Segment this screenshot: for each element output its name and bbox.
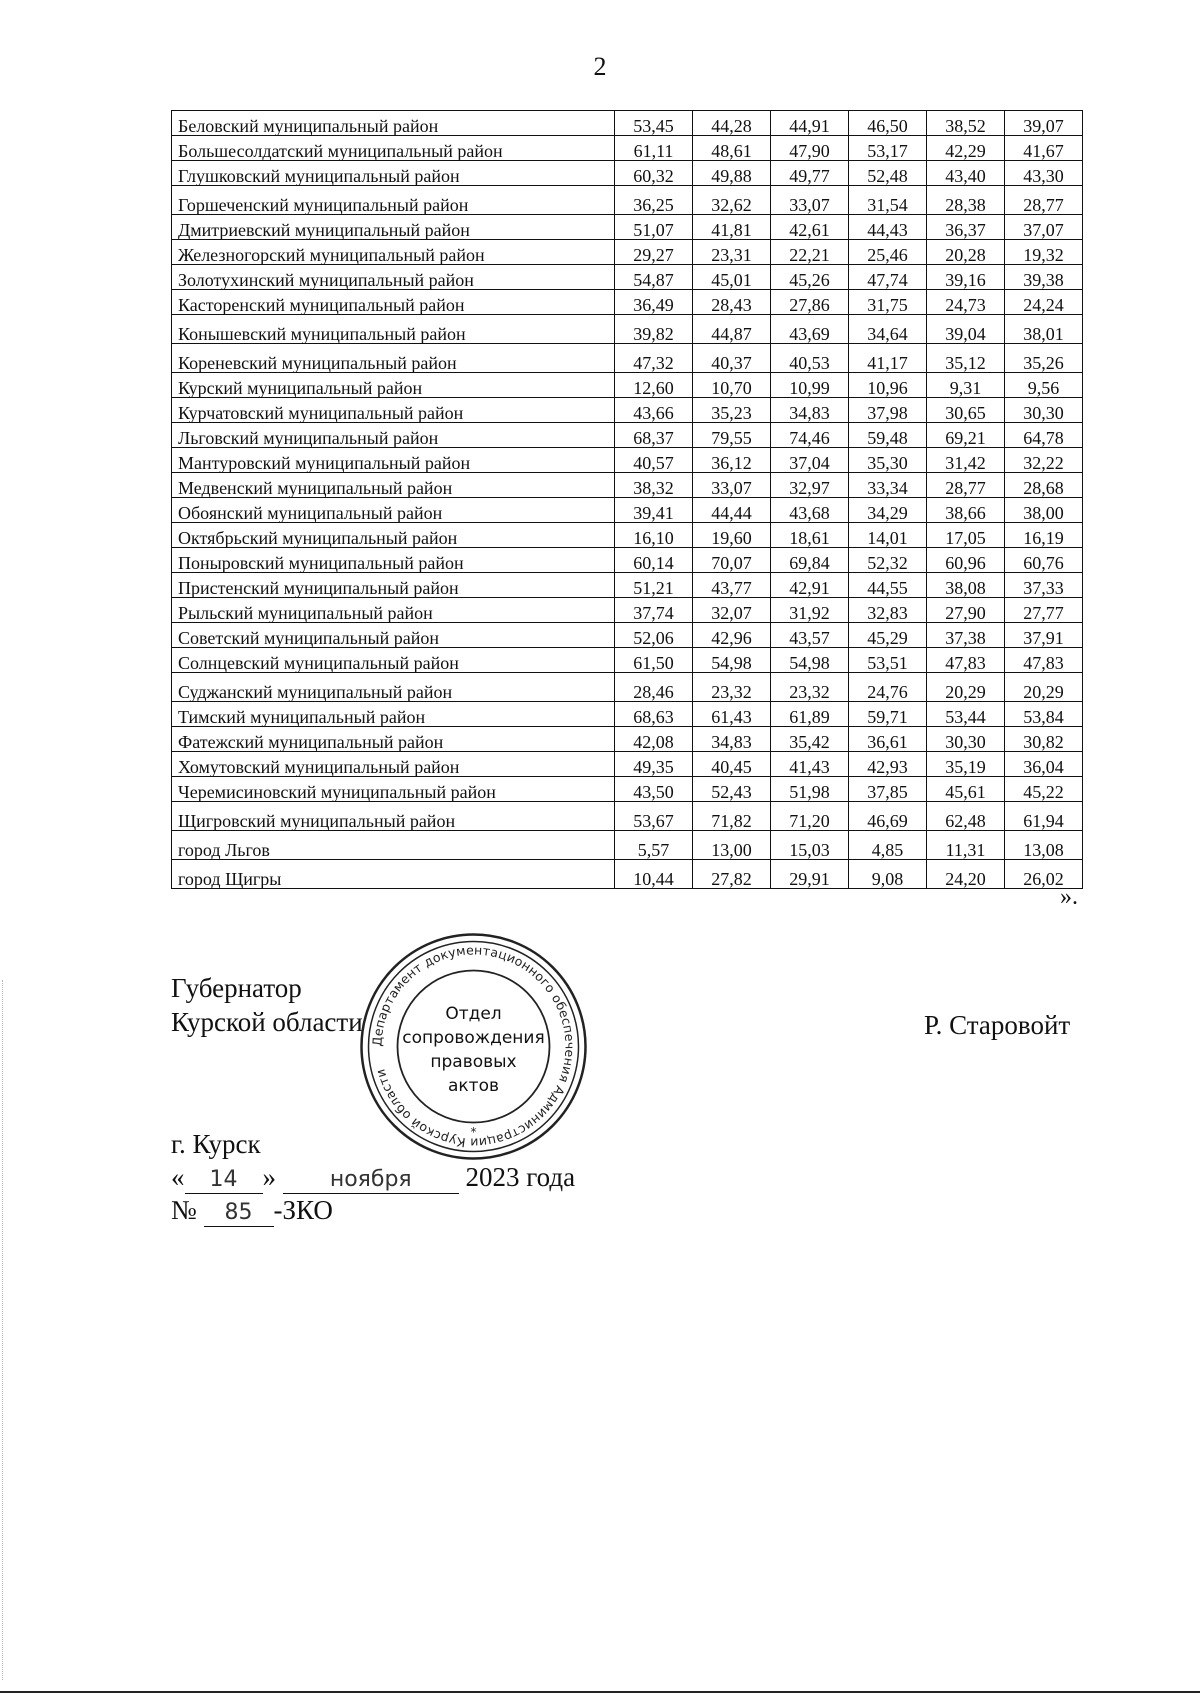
value-cell: 43,77 <box>693 573 771 598</box>
value-cell: 39,16 <box>927 265 1005 290</box>
value-cell: 36,12 <box>693 448 771 473</box>
value-cell: 47,74 <box>849 265 927 290</box>
scan-edge-mark <box>2 980 4 1680</box>
district-name: Курчатовский муниципальный район <box>172 398 615 423</box>
district-name: Медвенский муниципальный район <box>172 473 615 498</box>
value-cell: 44,91 <box>771 111 849 136</box>
value-cell: 42,96 <box>693 623 771 648</box>
table-row <box>172 240 1083 265</box>
value-cell: 37,33 <box>1005 573 1083 598</box>
value-cell: 12,60 <box>615 373 693 398</box>
value-cell: 38,52 <box>927 111 1005 136</box>
value-cell: 34,83 <box>771 398 849 423</box>
value-cell: 13,08 <box>1005 831 1083 860</box>
value-cell: 35,42 <box>771 727 849 752</box>
district-name: Горшеченский муниципальный район <box>172 186 615 215</box>
value-cell: 79,55 <box>693 423 771 448</box>
value-cell: 36,49 <box>615 290 693 315</box>
value-cell: 18,61 <box>771 523 849 548</box>
value-cell: 45,29 <box>849 623 927 648</box>
table-row <box>172 673 1083 702</box>
value-cell: 35,19 <box>927 752 1005 777</box>
value-cell: 60,14 <box>615 548 693 573</box>
table-row <box>172 548 1083 573</box>
value-cell: 61,11 <box>615 136 693 161</box>
district-name: Льговский муниципальный район <box>172 423 615 448</box>
value-cell: 51,21 <box>615 573 693 598</box>
value-cell: 69,21 <box>927 423 1005 448</box>
district-name: Суджанский муниципальный район <box>172 673 615 702</box>
value-cell: 36,25 <box>615 186 693 215</box>
value-cell: 30,65 <box>927 398 1005 423</box>
value-cell: 47,83 <box>927 648 1005 673</box>
law-number: 85 <box>204 1199 274 1227</box>
value-cell: 40,57 <box>615 448 693 473</box>
district-name: Обоянский муниципальный район <box>172 498 615 523</box>
table-row <box>172 498 1083 523</box>
value-cell: 49,77 <box>771 161 849 186</box>
value-cell: 53,44 <box>927 702 1005 727</box>
value-cell: 10,99 <box>771 373 849 398</box>
stamp-line-1: Отдел <box>445 1004 502 1024</box>
value-cell: 49,35 <box>615 752 693 777</box>
value-cell: 15,03 <box>771 831 849 860</box>
scan-bottom-edge <box>0 1691 1200 1693</box>
value-cell: 5,57 <box>615 831 693 860</box>
district-name: Большесолдатский муниципальный район <box>172 136 615 161</box>
value-cell: 39,82 <box>615 315 693 344</box>
value-cell: 23,31 <box>693 240 771 265</box>
value-cell: 60,32 <box>615 161 693 186</box>
district-name: Черемисиновский муниципальный район <box>172 777 615 802</box>
district-name: Глушковский муниципальный район <box>172 161 615 186</box>
table-row <box>172 473 1083 498</box>
table-row <box>172 398 1083 423</box>
value-cell: 44,44 <box>693 498 771 523</box>
district-name: Железногорский муниципальный район <box>172 240 615 265</box>
value-cell: 23,32 <box>771 673 849 702</box>
value-cell: 38,00 <box>1005 498 1083 523</box>
value-cell: 39,07 <box>1005 111 1083 136</box>
value-cell: 74,46 <box>771 423 849 448</box>
number-suffix: -ЗКО <box>273 1195 333 1226</box>
value-cell: 4,85 <box>849 831 927 860</box>
value-cell: 39,38 <box>1005 265 1083 290</box>
table-row <box>172 215 1083 240</box>
table-row <box>172 315 1083 344</box>
value-cell: 36,37 <box>927 215 1005 240</box>
document-footer <box>171 1128 575 1228</box>
value-cell: 38,08 <box>927 573 1005 598</box>
value-cell: 35,30 <box>849 448 927 473</box>
value-cell: 27,90 <box>927 598 1005 623</box>
value-cell: 16,19 <box>1005 523 1083 548</box>
value-cell: 10,70 <box>693 373 771 398</box>
governor-title <box>171 972 363 1040</box>
value-cell: 53,45 <box>615 111 693 136</box>
district-name: Касторенский муниципальный район <box>172 290 615 315</box>
value-cell: 47,90 <box>771 136 849 161</box>
value-cell: 24,76 <box>849 673 927 702</box>
number-line <box>171 1194 575 1227</box>
value-cell: 52,06 <box>615 623 693 648</box>
value-cell: 59,71 <box>849 702 927 727</box>
value-cell: 27,82 <box>693 860 771 889</box>
value-cell: 69,84 <box>771 548 849 573</box>
value-cell: 33,07 <box>693 473 771 498</box>
value-cell: 45,61 <box>927 777 1005 802</box>
value-cell: 38,01 <box>1005 315 1083 344</box>
governor-title-line2: Курской области <box>171 1006 363 1037</box>
value-cell: 37,91 <box>1005 623 1083 648</box>
value-cell: 43,69 <box>771 315 849 344</box>
value-cell: 9,31 <box>927 373 1005 398</box>
district-name: Мантуровский муниципальный район <box>172 448 615 473</box>
value-cell: 43,57 <box>771 623 849 648</box>
value-cell: 20,29 <box>1005 673 1083 702</box>
table-row <box>172 373 1083 398</box>
quote-open: « <box>171 1162 185 1193</box>
date-line <box>171 1161 575 1194</box>
district-name: Солнцевский муниципальный район <box>172 648 615 673</box>
date-day: 14 <box>185 1166 263 1194</box>
value-cell: 10,96 <box>849 373 927 398</box>
value-cell: 62,48 <box>927 802 1005 831</box>
value-cell: 36,61 <box>849 727 927 752</box>
value-cell: 61,94 <box>1005 802 1083 831</box>
table-row <box>172 111 1083 136</box>
coefficients-table <box>171 110 1083 889</box>
value-cell: 59,48 <box>849 423 927 448</box>
value-cell: 28,38 <box>927 186 1005 215</box>
value-cell: 52,48 <box>849 161 927 186</box>
value-cell: 61,50 <box>615 648 693 673</box>
table-row <box>172 831 1083 860</box>
district-name: Хомутовский муниципальный район <box>172 752 615 777</box>
value-cell: 43,50 <box>615 777 693 802</box>
value-cell: 25,46 <box>849 240 927 265</box>
value-cell: 37,98 <box>849 398 927 423</box>
value-cell: 28,43 <box>693 290 771 315</box>
value-cell: 43,68 <box>771 498 849 523</box>
table-row <box>172 573 1083 598</box>
district-name: Золотухинский муниципальный район <box>172 265 615 290</box>
value-cell: 9,08 <box>849 860 927 889</box>
value-cell: 9,56 <box>1005 373 1083 398</box>
value-cell: 40,53 <box>771 344 849 373</box>
value-cell: 54,87 <box>615 265 693 290</box>
value-cell: 68,63 <box>615 702 693 727</box>
value-cell: 53,17 <box>849 136 927 161</box>
district-name: Конышевский муниципальный район <box>172 315 615 344</box>
table-row <box>172 423 1083 448</box>
value-cell: 41,67 <box>1005 136 1083 161</box>
value-cell: 46,69 <box>849 802 927 831</box>
table-row <box>172 702 1083 727</box>
table-row <box>172 727 1083 752</box>
value-cell: 24,24 <box>1005 290 1083 315</box>
value-cell: 42,61 <box>771 215 849 240</box>
value-cell: 64,78 <box>1005 423 1083 448</box>
value-cell: 37,04 <box>771 448 849 473</box>
value-cell: 40,37 <box>693 344 771 373</box>
district-name: город Щигры <box>172 860 615 889</box>
value-cell: 28,68 <box>1005 473 1083 498</box>
table-row <box>172 752 1083 777</box>
table-row <box>172 598 1083 623</box>
table-row <box>172 290 1083 315</box>
value-cell: 41,81 <box>693 215 771 240</box>
value-cell: 14,01 <box>849 523 927 548</box>
value-cell: 27,77 <box>1005 598 1083 623</box>
value-cell: 38,66 <box>927 498 1005 523</box>
value-cell: 19,32 <box>1005 240 1083 265</box>
value-cell: 33,07 <box>771 186 849 215</box>
governor-title-line1: Губернатор <box>171 973 302 1003</box>
value-cell: 35,23 <box>693 398 771 423</box>
district-name: город Льгов <box>172 831 615 860</box>
value-cell: 54,98 <box>771 648 849 673</box>
value-cell: 13,00 <box>693 831 771 860</box>
value-cell: 45,01 <box>693 265 771 290</box>
table-row <box>172 136 1083 161</box>
value-cell: 11,31 <box>927 831 1005 860</box>
value-cell: 32,97 <box>771 473 849 498</box>
value-cell: 49,88 <box>693 161 771 186</box>
value-cell: 53,84 <box>1005 702 1083 727</box>
value-cell: 28,77 <box>1005 186 1083 215</box>
stamp-line-2: сопровождения <box>402 1028 545 1048</box>
value-cell: 32,83 <box>849 598 927 623</box>
value-cell: 42,29 <box>927 136 1005 161</box>
number-prefix: № <box>171 1195 197 1226</box>
district-name: Тимский муниципальный район <box>172 702 615 727</box>
value-cell: 41,17 <box>849 344 927 373</box>
value-cell: 40,45 <box>693 752 771 777</box>
value-cell: 29,91 <box>771 860 849 889</box>
value-cell: 43,30 <box>1005 161 1083 186</box>
value-cell: 42,91 <box>771 573 849 598</box>
value-cell: 31,42 <box>927 448 1005 473</box>
value-cell: 37,85 <box>849 777 927 802</box>
table-row <box>172 161 1083 186</box>
value-cell: 61,89 <box>771 702 849 727</box>
value-cell: 17,05 <box>927 523 1005 548</box>
governor-name: Р. Старовойт <box>924 1010 1071 1040</box>
value-cell: 38,32 <box>615 473 693 498</box>
value-cell: 43,66 <box>615 398 693 423</box>
district-name: Кореневский муниципальный район <box>172 344 615 373</box>
table-row <box>172 523 1083 548</box>
table-row <box>172 265 1083 290</box>
city-line: г. Курск <box>171 1129 261 1159</box>
district-name: Советский муниципальный район <box>172 623 615 648</box>
value-cell: 32,62 <box>693 186 771 215</box>
value-cell: 27,86 <box>771 290 849 315</box>
value-cell: 31,75 <box>849 290 927 315</box>
value-cell: 26,02 <box>1005 860 1083 889</box>
value-cell: 30,30 <box>927 727 1005 752</box>
value-cell: 44,28 <box>693 111 771 136</box>
value-cell: 30,82 <box>1005 727 1083 752</box>
date-month: ноября <box>283 1166 459 1194</box>
page-number: 2 <box>593 52 607 81</box>
value-cell: 42,93 <box>849 752 927 777</box>
district-name: Курский муниципальный район <box>172 373 615 398</box>
table-row <box>172 648 1083 673</box>
value-cell: 19,60 <box>693 523 771 548</box>
table-row <box>172 777 1083 802</box>
value-cell: 23,32 <box>693 673 771 702</box>
value-cell: 20,29 <box>927 673 1005 702</box>
table-row <box>172 623 1083 648</box>
value-cell: 54,98 <box>693 648 771 673</box>
value-cell: 34,29 <box>849 498 927 523</box>
value-cell: 52,32 <box>849 548 927 573</box>
stamp-star-icon: * <box>470 1125 477 1139</box>
value-cell: 48,61 <box>693 136 771 161</box>
value-cell: 32,07 <box>693 598 771 623</box>
stamp-line-3: правовых <box>430 1052 517 1072</box>
value-cell: 31,92 <box>771 598 849 623</box>
value-cell: 44,87 <box>693 315 771 344</box>
value-cell: 43,40 <box>927 161 1005 186</box>
value-cell: 28,46 <box>615 673 693 702</box>
district-name: Щигровский муниципальный район <box>172 802 615 831</box>
value-cell: 44,43 <box>849 215 927 240</box>
district-name: Поныровский муниципальный район <box>172 548 615 573</box>
value-cell: 34,83 <box>693 727 771 752</box>
value-cell: 22,21 <box>771 240 849 265</box>
value-cell: 24,20 <box>927 860 1005 889</box>
district-name: Октябрьский муниципальный район <box>172 523 615 548</box>
value-cell: 24,73 <box>927 290 1005 315</box>
table-row <box>172 448 1083 473</box>
value-cell: 60,96 <box>927 548 1005 573</box>
value-cell: 53,67 <box>615 802 693 831</box>
value-cell: 28,77 <box>927 473 1005 498</box>
table-row <box>172 344 1083 373</box>
value-cell: 31,54 <box>849 186 927 215</box>
value-cell: 51,07 <box>615 215 693 240</box>
district-name: Беловский муниципальный район <box>172 111 615 136</box>
value-cell: 34,64 <box>849 315 927 344</box>
stamp-ring-text: Департамент документационного обеспечения Администрации Курской области <box>369 942 578 1151</box>
value-cell: 37,38 <box>927 623 1005 648</box>
value-cell: 53,51 <box>849 648 927 673</box>
table-body <box>172 111 1083 889</box>
value-cell: 37,07 <box>1005 215 1083 240</box>
value-cell: 10,44 <box>615 860 693 889</box>
closing-quote: ». <box>1060 884 1078 910</box>
value-cell: 37,74 <box>615 598 693 623</box>
value-cell: 41,43 <box>771 752 849 777</box>
value-cell: 52,43 <box>693 777 771 802</box>
value-cell: 36,04 <box>1005 752 1083 777</box>
value-cell: 42,08 <box>615 727 693 752</box>
quote-close: » <box>262 1162 276 1193</box>
district-name: Фатежский муниципальный район <box>172 727 615 752</box>
stamp-line-4: актов <box>447 1076 500 1096</box>
value-cell: 20,28 <box>927 240 1005 265</box>
value-cell: 47,32 <box>615 344 693 373</box>
value-cell: 35,12 <box>927 344 1005 373</box>
value-cell: 47,83 <box>1005 648 1083 673</box>
value-cell: 61,43 <box>693 702 771 727</box>
value-cell: 35,26 <box>1005 344 1083 373</box>
value-cell: 60,76 <box>1005 548 1083 573</box>
value-cell: 30,30 <box>1005 398 1083 423</box>
value-cell: 39,41 <box>615 498 693 523</box>
value-cell: 45,22 <box>1005 777 1083 802</box>
value-cell: 70,07 <box>693 548 771 573</box>
date-year: 2023 года <box>465 1162 576 1193</box>
district-name: Рыльский муниципальный район <box>172 598 615 623</box>
value-cell: 68,37 <box>615 423 693 448</box>
value-cell: 16,10 <box>615 523 693 548</box>
value-cell: 44,55 <box>849 573 927 598</box>
value-cell: 51,98 <box>771 777 849 802</box>
value-cell: 71,20 <box>771 802 849 831</box>
value-cell: 33,34 <box>849 473 927 498</box>
district-name: Пристенский муниципальный район <box>172 573 615 598</box>
table-row <box>172 802 1083 831</box>
value-cell: 45,26 <box>771 265 849 290</box>
table-row <box>172 186 1083 215</box>
value-cell: 39,04 <box>927 315 1005 344</box>
value-cell: 71,82 <box>693 802 771 831</box>
value-cell: 46,50 <box>849 111 927 136</box>
value-cell: 29,27 <box>615 240 693 265</box>
value-cell: 32,22 <box>1005 448 1083 473</box>
table-row <box>172 860 1083 889</box>
district-name: Дмитриевский муниципальный район <box>172 215 615 240</box>
